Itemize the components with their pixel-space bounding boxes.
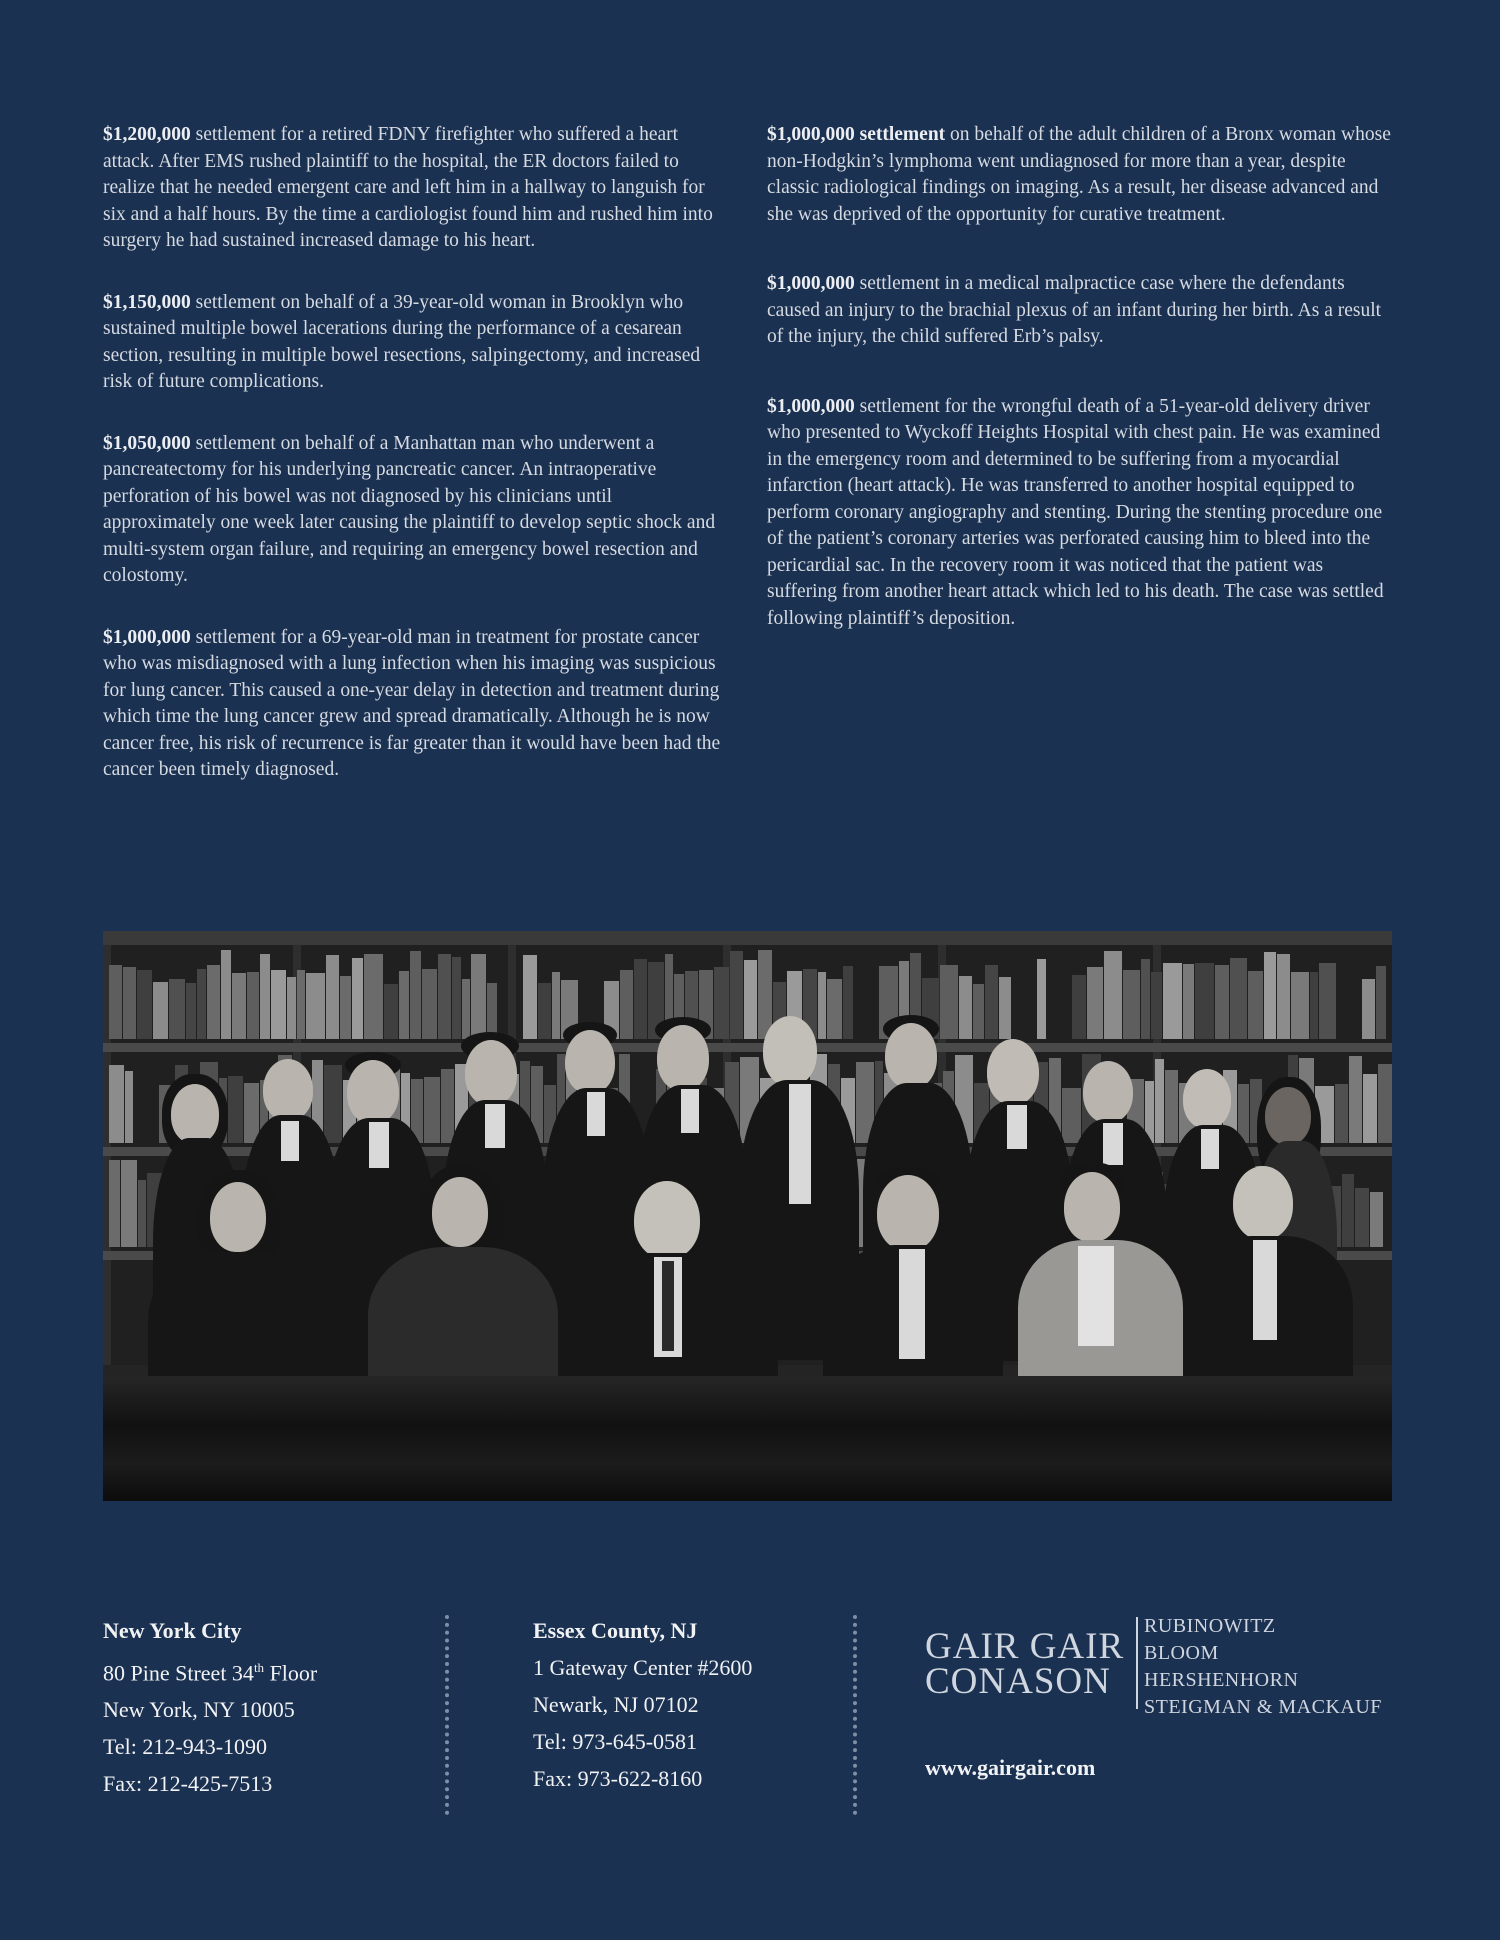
case-result [103,122,728,255]
book-spine [197,969,206,1039]
book-spine [523,955,537,1039]
book-spine [1355,1188,1369,1247]
book-spine [1310,972,1318,1039]
book-spine [1141,959,1150,1039]
book-spine [352,958,363,1039]
book-spine [973,984,984,1039]
office-street: 1 Gateway Center #2600 [533,1655,753,1680]
book-spine [552,972,560,1039]
case-result [767,394,1397,633]
book-spine [1155,1059,1164,1143]
office-street: 80 Pine Street 34th Floor [103,1660,318,1686]
case-description: settlement for the wrongful death of a 51-year-old delivery driver who presented to Wyckoff Heights Hospital with chest pain. He was examined in the emergency room and determined to be suffering from a myocardial infarction (heart attack). He was transferred to another hospital equipped to perform coronary angiography and stenting. During the stenting procedure one of the patient’s coronary arteries was perforated causing him to bleed into the pericardial sac. In the recovery room it was noticed that the patient was suffering from another heart attack which led to his death. The case was settled following plaintiff’s deposition. [767,395,1384,629]
book-spine [109,1065,124,1143]
case-result [767,271,1397,351]
book-spine [287,977,296,1039]
book-spine [424,1077,440,1143]
book-spine [1151,972,1162,1039]
book-spine [1195,963,1214,1039]
book-spine [940,965,958,1039]
book-spine [462,979,470,1039]
book-spine [326,955,339,1039]
book-spine [959,976,972,1039]
book-spine [1183,964,1194,1039]
case-amount: $1,000,000 settlement [767,124,946,145]
book-spine [487,983,497,1039]
book-spine [138,1180,146,1247]
book-spine [730,951,743,1039]
book-spine [1072,975,1086,1039]
book-spine [714,967,729,1039]
book-spine [1087,967,1103,1039]
book-spine [985,965,998,1039]
office-title: Essex County, NJ [533,1618,698,1643]
book-spine [1123,970,1140,1039]
book-spine [1319,963,1336,1039]
case-result [103,625,728,784]
office-fax: Fax: 973-622-8160 [533,1766,703,1791]
book-spine [324,1065,342,1143]
office-tel: Tel: 212-943-1090 [103,1734,268,1760]
book-spine [1062,1088,1081,1143]
case-result [103,431,728,590]
book-spine [232,973,246,1039]
logo-wordmark: GAIR GAIR CONASON [925,1626,1125,1702]
book-spine [306,973,325,1039]
book-spine [1037,959,1046,1039]
book-spine [1230,958,1247,1039]
case-amount: $1,150,000 [103,291,191,313]
case-results-right [767,122,1397,675]
office-city: New York, NY 10005 [103,1697,295,1723]
logo-divider [1136,1617,1138,1709]
book-spine [538,983,551,1039]
office-nyc [103,1612,317,1802]
book-spine [843,966,853,1039]
website-link[interactable]: www.gairgair.com [925,1755,1096,1780]
book-spine [137,970,152,1039]
book-spine [1378,1064,1392,1143]
book-spine [1248,971,1263,1039]
office-tel: Tel: 973-645-0581 [533,1729,698,1754]
dotted-divider [853,1615,857,1815]
office-essex [533,1612,752,1797]
book-spine [827,979,842,1039]
case-description: settlement on behalf of a 39-year-old woman in Brooklyn who sustained multiple bowel lacerations during the performance of a cesarean section, resulting in multiple bowel resections, salpingectomy, and increased risk of future complications. [103,291,701,392]
book-spine [438,954,451,1039]
case-amount: $1,200,000 [103,124,191,145]
book-spine [125,1071,133,1143]
case-description: settlement in a medical malpractice case where the defendants caused an injury to the brachial plexus of an infant during her birth. As a result of the injury, the child suffered Erb’s palsy. [767,273,1382,347]
book-spine [1362,979,1375,1039]
logo-partner-names: RUBINOWITZ BLOOM HERSHENHORN STEIGMAN & MACKAUF [1144,1615,1382,1718]
book-spine [471,954,486,1039]
book-spine [297,970,305,1039]
book-spine [620,970,633,1039]
book-spine [153,982,168,1039]
book-spine [1277,954,1290,1039]
case-amount: $1,050,000 [103,432,191,454]
office-title: New York City [103,1618,242,1643]
book-spine [109,965,122,1039]
book-spine [340,976,351,1039]
case-result [103,290,728,396]
firm-group-photo [103,931,1392,1501]
book-spine [271,970,286,1039]
book-spine [186,983,196,1039]
case-amount: $1,000,000 [767,395,855,417]
book-spine [999,977,1011,1039]
book-spine [410,951,421,1039]
office-fax: Fax: 212-425-7513 [103,1771,273,1797]
conference-table [103,1376,1392,1501]
book-spine [1342,1174,1354,1247]
book-spine [1363,1074,1377,1143]
book-spine [109,1160,120,1247]
book-spine [399,971,409,1039]
book-spine [247,972,259,1039]
book-spine [744,960,757,1039]
book-spine [422,969,437,1039]
dotted-divider [445,1615,449,1815]
book-spine [452,957,461,1039]
book-spine [1335,1084,1348,1143]
book-spine [207,965,220,1039]
book-spine [221,950,231,1039]
book-spine [634,959,647,1039]
case-results-left [103,122,728,819]
book-spine [1370,1192,1383,1247]
book-spine [1163,963,1182,1039]
case-result [767,122,1397,228]
book-spine [1165,1070,1178,1143]
book-spine [384,984,398,1039]
book-spine [1264,952,1276,1039]
book-spine [441,1069,454,1143]
case-amount: $1,000,000 [103,626,191,648]
case-description: settlement for a 69-year-old man in treatment for prostate cancer who was misdiagnosed with a lung infection when his imaging was suspicious for lung cancer. This caused a one-year delay in detection and treatment during which time the lung cancer grew and spread dramatically. Although he is now cancer free, his risk of recurrence is far greater than it would have been had the cancer been timely diagnosed. [103,626,721,780]
case-description: settlement for a retired FDNY firefighter who suffered a heart attack. After EMS rushed plaintiff to the hospital, the ER doctors failed to realize that he needed emergent care and left him in a hallway to languish for six and a half hours. By the time a cardiologist found him and rushed him into surgery he had sustained increased damage to his heart. [103,124,713,251]
case-description: on behalf of the adult children of a Bronx woman whose non-Hodgkin’s lymphoma went undiagnosed for more than a year, despite classic radiological findings on imaging. As a result, her disease advanced and she was deprived of the opportunity for curative treatment. [767,124,1391,225]
case-amount: $1,000,000 [767,273,855,294]
book-spine [121,1160,137,1247]
book-spine [228,1076,243,1143]
book-spine [1291,972,1309,1039]
shelf-board [103,1043,1392,1052]
case-description: settlement on behalf of a Manhattan man who underwent a pancreatectomy for his underlying pancreatic cancer. An intraoperative perforation of his bowel was not diagnosed by his clinicians until approximately one week later causing the plaintiff to develop septic shock and multi-system organ failure, and requiring an emergency bowel resection and colostomy. [103,432,716,586]
book-spine [818,972,826,1039]
book-spine [1349,1056,1362,1143]
book-spine [1376,966,1386,1039]
book-spine [1104,951,1122,1039]
office-city: Newark, NJ 07102 [533,1692,699,1717]
book-spine [364,954,383,1039]
book-spine [260,954,270,1039]
book-spine [123,967,136,1039]
book-spine [169,979,185,1039]
book-spine [1215,965,1229,1039]
